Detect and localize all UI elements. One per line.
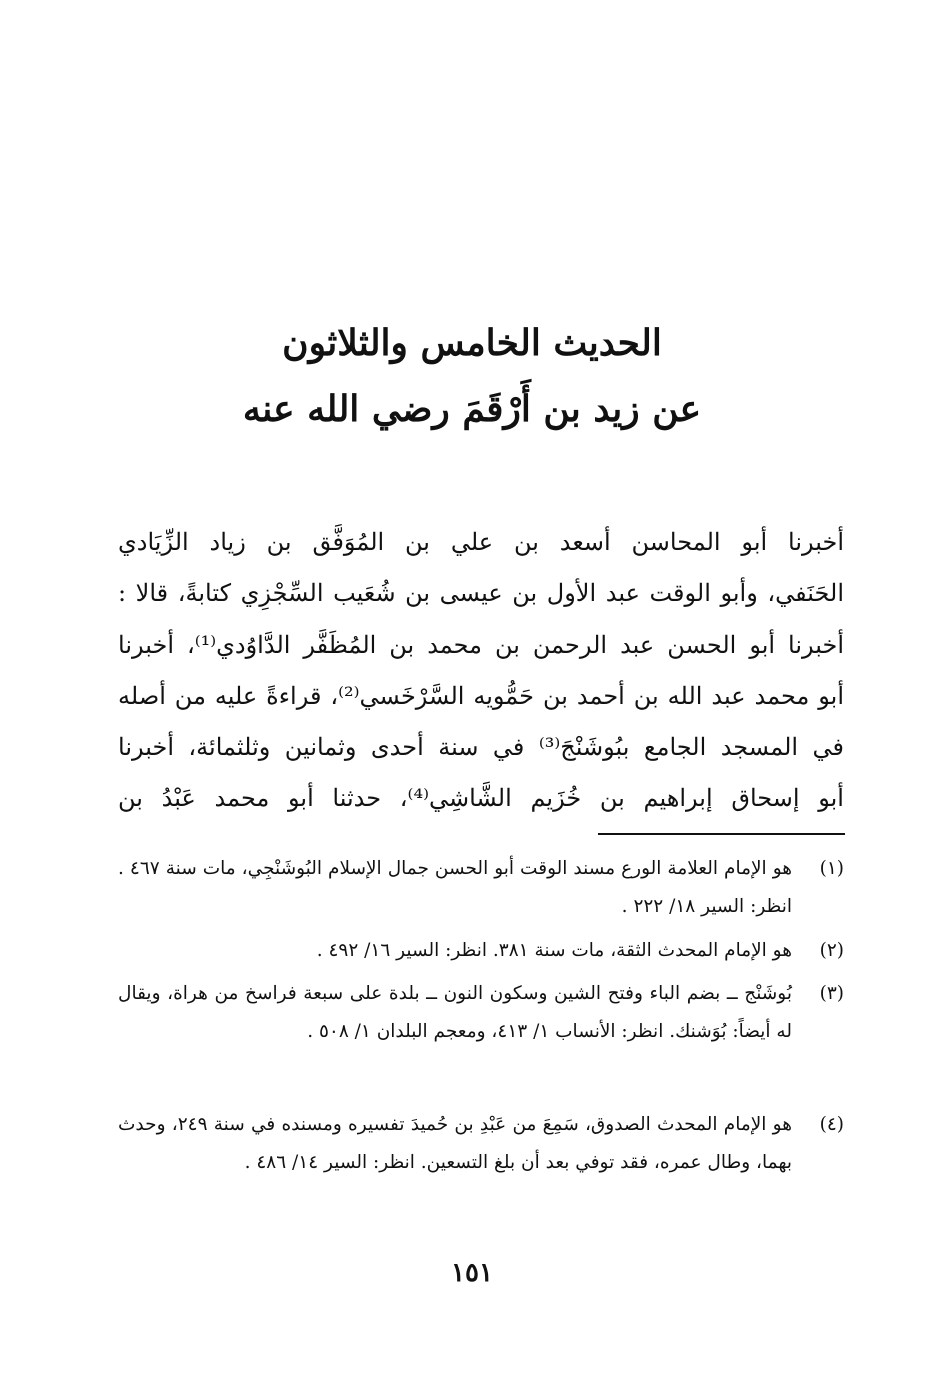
footnote-number: (١) bbox=[819, 858, 844, 879]
body-line: في المسجد الجامع ببُوشَنْجَ⁽³⁾ في سنة أحدى وثمانين وثلثمائة، أخبرنا bbox=[118, 733, 844, 762]
body-line: أخبرنا أبو المحاسن أسعد بن علي بن المُوَفَّق بن زياد الزِّيَادي bbox=[118, 528, 844, 556]
body-line: الحَنَفي، وأبو الوقت عبد الأول بن عيسى بن شُعَيب السِّجْزِي كتابةً، قالا : bbox=[118, 579, 844, 608]
footnote-text: هو الإمام المحدث الثقة، مات سنة ٣٨١. انظر: السير ١٦/ ٤٩٢ . bbox=[316, 940, 792, 961]
footnote-text: بُوشَنْج ــ بضم الباء وفتح الشين وسكون النون ــ بلدة على سبعة فراسخ من هراة، ويقال له أيضاً: بُوَشنك. انظر: الأنساب ١/ ٤١٣، ومعجم البلدان ١/ ٥٠٨ . bbox=[118, 983, 792, 1042]
footnote-text: هو الإمام العلامة الورع مسند الوقت أبو الحسن جمال الإسلام البُوشَنْجِي، مات سنة ٤٦٧ . انظر: السير ١٨/ ٢٢٢ . bbox=[118, 858, 793, 917]
page-number: ١٥١ bbox=[451, 1258, 493, 1288]
footnote-number: (٣) bbox=[819, 983, 844, 1004]
hadith-title: الحديث الخامس والثلاثون bbox=[282, 322, 662, 364]
body-line: أبو محمد عبد الله بن أحمد بن حَمُّويه السَّرْخَسي⁽²⁾، قراءةً عليه من أصله bbox=[118, 681, 844, 710]
footnote-4 bbox=[118, 1106, 844, 1181]
body-line: أبو إسحاق إبراهيم بن خُزَيم الشَّاشِي⁽⁴⁾، حدثنا أبو محمد عَبْدُ بن bbox=[118, 784, 844, 813]
footnote-number: (٤) bbox=[819, 1114, 844, 1135]
footnote-1 bbox=[118, 850, 844, 925]
footnote-2 bbox=[118, 932, 844, 970]
footnote-text: هو الإمام المحدث الصدوق، سَمِعَ من عَبْدِ بن حُميدَ تفسيره ومسنده في سنة ٢٤٩، وحدث بهما، وطال عمره، فقد توفي بعد أن بلغ التسعين. انظر: السير ١٤/ ٤٨٦ . bbox=[118, 1114, 792, 1173]
footnote-separator bbox=[598, 833, 845, 835]
footnote-number: (٢) bbox=[819, 940, 844, 961]
hadith-subtitle: عن زيد بن أَرْقَمَ رضي الله عنه bbox=[242, 388, 702, 430]
body-line: أخبرنا أبو الحسن عبد الرحمن بن محمد بن المُظَفَّر الدَّاوُدي⁽¹⁾، أخبرنا bbox=[118, 630, 845, 659]
isnad-paragraph bbox=[118, 517, 844, 825]
footnote-3 bbox=[118, 975, 844, 1050]
